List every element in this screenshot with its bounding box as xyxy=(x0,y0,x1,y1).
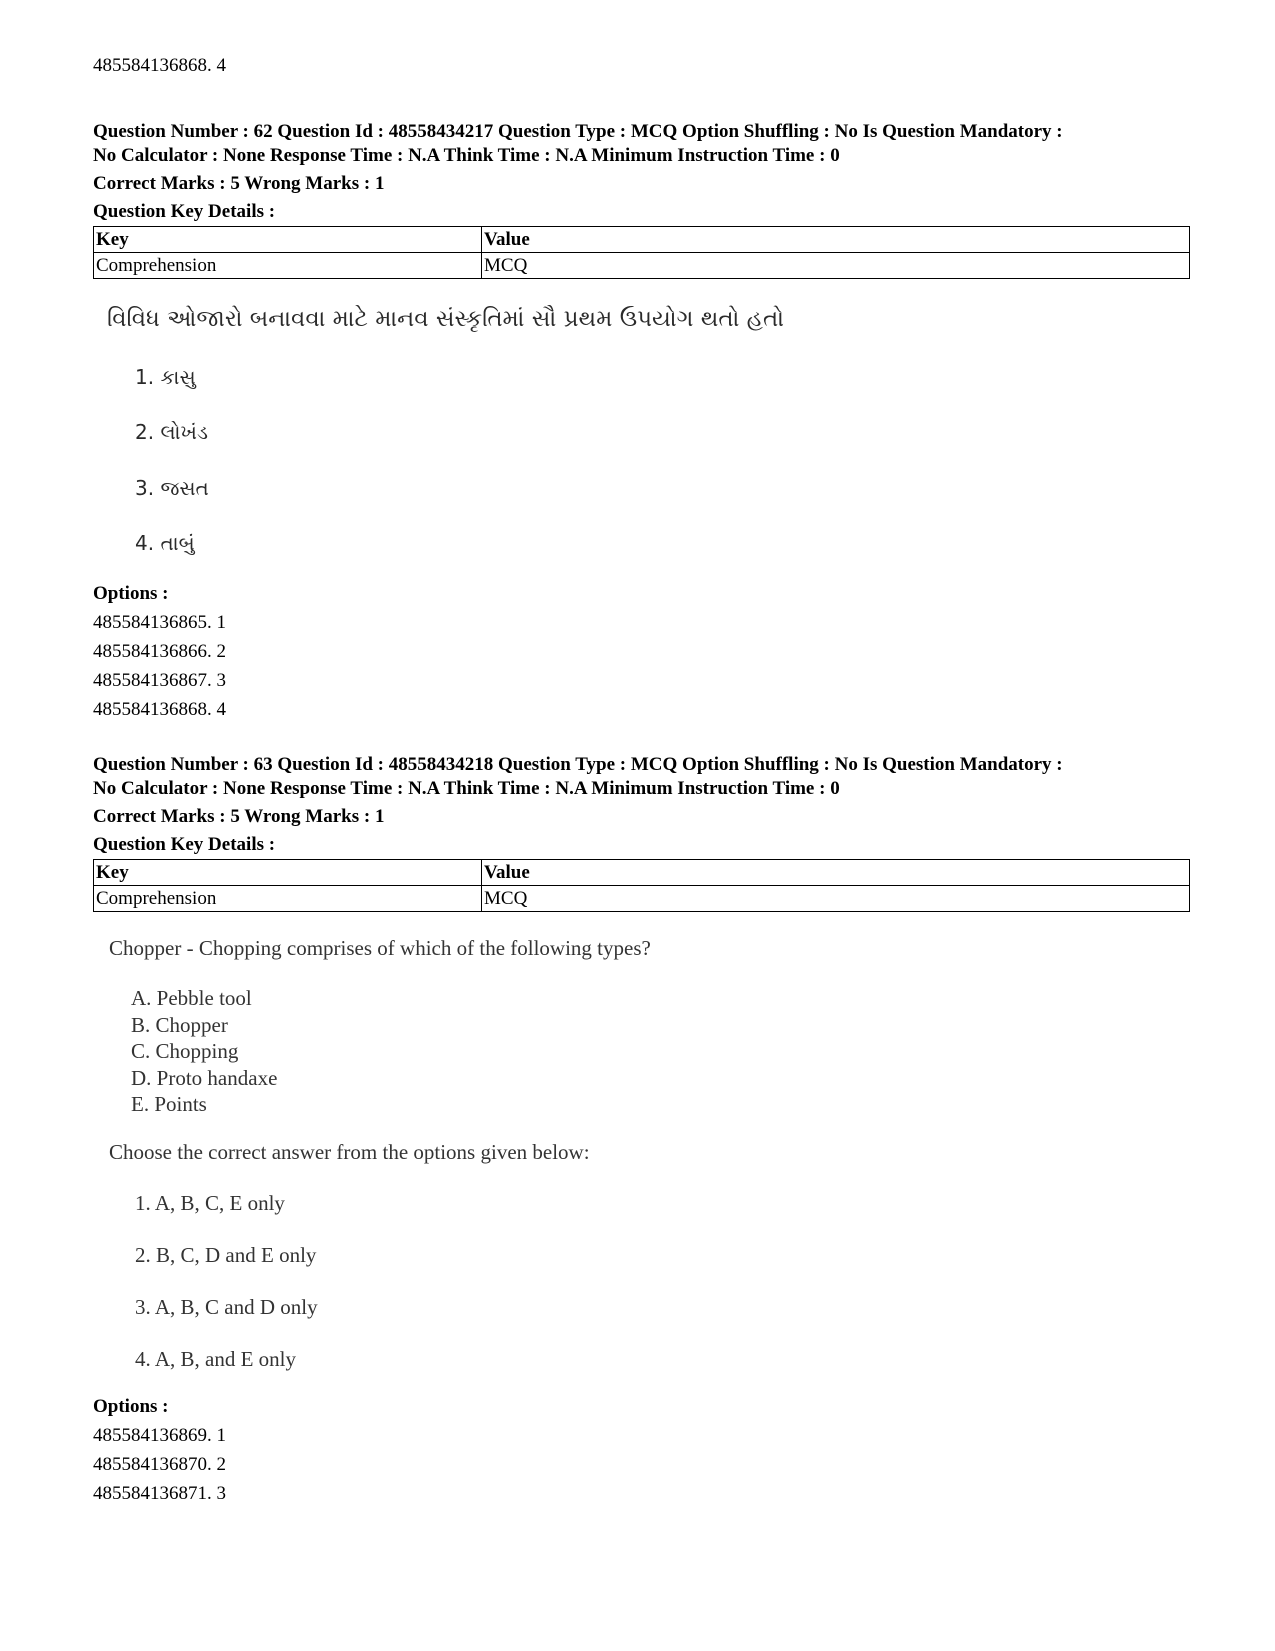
question-header-line1: Question Number : 62 Question Id : 48558434217 Question Type : MCQ Option Shuffling : No Is Question Mandatory : xyxy=(93,121,1063,142)
table-header-value: Value xyxy=(482,860,1190,886)
option-row: 485584136866. 2 xyxy=(93,641,226,663)
choice-1: 1. A, B, C, E only xyxy=(135,1191,285,1215)
question-text: Chopper - Chopping comprises of which of the following types? xyxy=(109,936,651,960)
option-row: 485584136871. 3 xyxy=(93,1483,226,1505)
list-item: A. Pebble tool xyxy=(131,986,252,1010)
marks-line: Correct Marks : 5 Wrong Marks : 1 xyxy=(93,806,385,827)
choice-3: 3. જસત xyxy=(135,476,209,500)
choice-4: 4. A, B, and E only xyxy=(135,1347,296,1371)
question-header-line2: No Calculator : None Response Time : N.A Think Time : N.A Minimum Instruction Time : 0 xyxy=(93,145,840,166)
table-cell-key: Comprehension xyxy=(94,886,482,912)
options-block xyxy=(93,580,226,725)
question-header-line1: Question Number : 63 Question Id : 48558434218 Question Type : MCQ Option Shuffling : No Is Question Mandatory : xyxy=(93,754,1063,775)
question-63-block xyxy=(93,753,1190,912)
table-cell-value: MCQ xyxy=(482,886,1190,912)
options-label: Options : xyxy=(93,1396,169,1418)
table-cell-value: MCQ xyxy=(482,253,1190,279)
table-header-key: Key xyxy=(94,860,482,886)
key-details-table xyxy=(93,859,1190,912)
key-details-label: Question Key Details : xyxy=(93,201,276,222)
option-row: 485584136867. 3 xyxy=(93,670,226,692)
instruction-text: Choose the correct answer from the options given below: xyxy=(109,1140,590,1164)
key-details-label: Question Key Details : xyxy=(93,834,276,855)
choice-2: 2. B, C, D and E only xyxy=(135,1243,317,1267)
option-row: 485584136865. 1 xyxy=(93,612,226,634)
table-cell-key: Comprehension xyxy=(94,253,482,279)
table-header-value: Value xyxy=(482,227,1190,253)
choice-2: 2. લોખંડ xyxy=(135,420,208,444)
question-header-line2: No Calculator : None Response Time : N.A Think Time : N.A Minimum Instruction Time : 0 xyxy=(93,778,840,799)
choice-4: 4. તાબું xyxy=(135,531,195,555)
option-row: 485584136868. 4 xyxy=(93,699,226,721)
list-item: E. Points xyxy=(131,1092,207,1116)
key-details-table xyxy=(93,226,1190,279)
choice-1: 1. કાસુ xyxy=(135,365,196,389)
option-row: 485584136870. 2 xyxy=(93,1454,226,1476)
option-row: 485584136869. 1 xyxy=(93,1425,226,1447)
marks-line: Correct Marks : 5 Wrong Marks : 1 xyxy=(93,173,385,194)
list-item: C. Chopping xyxy=(131,1039,239,1063)
options-label: Options : xyxy=(93,583,169,605)
question-62-block xyxy=(93,120,1190,279)
question-text: વિવિધ ઓજારો બનાવવા માટે માનવ સંસ્કૃતિમાં સૌ પ્રથમ ઉપયોગ થતો હતો xyxy=(107,306,785,332)
previous-option-line: 485584136868. 4 xyxy=(93,55,226,76)
list-item: B. Chopper xyxy=(131,1012,228,1037)
table-header-key: Key xyxy=(94,227,482,253)
statement-list xyxy=(131,985,277,1118)
choice-3: 3. A, B, C and D only xyxy=(135,1295,318,1319)
options-block xyxy=(93,1393,226,1509)
list-item: D. Proto handaxe xyxy=(131,1065,278,1090)
